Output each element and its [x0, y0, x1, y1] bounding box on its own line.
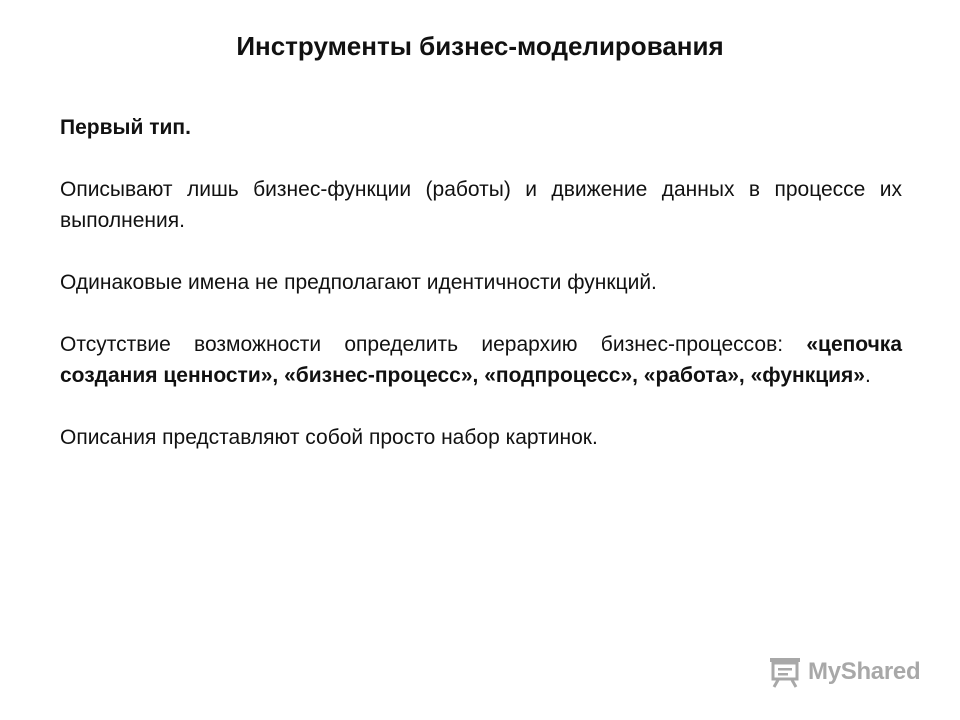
hierarchy-intro: Отсутствие возможности определить иерархию бизнес-процессов:: [60, 333, 784, 356]
hierarchy-levels: «цепочка создания ценности», «бизнес-процесс», «подпроцесс», «работа», «функция»: [60, 333, 902, 387]
hierarchy-end: .: [864, 364, 871, 387]
paragraph-functions: Описывают лишь бизнес-функции (работы) и движение данных в процессе их выполнения.: [60, 178, 902, 232]
slide-title: Инструменты бизнес-моделирования: [236, 31, 724, 61]
slide-content: [60, 112, 902, 484]
paragraph-names: Одинаковые имена не предполагают идентичности функций.: [60, 271, 657, 294]
watermark-text: MyShared: [808, 658, 921, 685]
paragraph-hierarchy: [60, 329, 902, 391]
type-heading: Первый тип.: [60, 116, 191, 139]
paragraph-pictures: Описания представляют собой просто набор картинок.: [60, 426, 598, 449]
projector-screen-icon: [768, 655, 802, 689]
watermark-logo: [768, 655, 920, 689]
